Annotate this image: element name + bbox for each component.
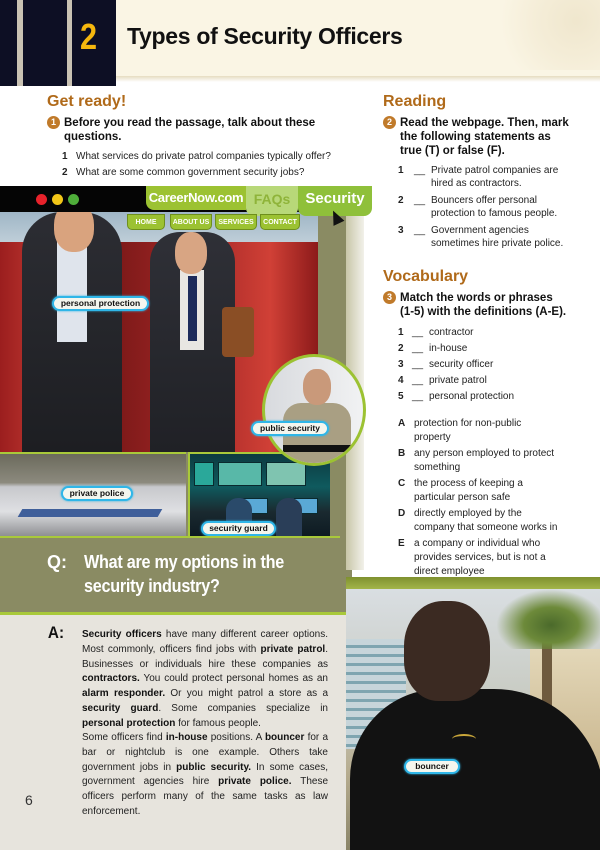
list-item: 3 __ security officer xyxy=(398,357,514,373)
nav-services[interactable]: SERVICES xyxy=(215,214,257,230)
list-item: 2 What are some common government security jobs? xyxy=(62,167,305,178)
key-term: in-house xyxy=(165,732,208,743)
definition-item: E a company or individual who provides services, but is not a direct employee xyxy=(398,538,546,577)
answer-blank[interactable]: __ xyxy=(412,359,424,370)
statement-item: 1 __ Private patrol companies are hired as contractors. xyxy=(398,165,559,189)
nav-contact[interactable]: CONTACT xyxy=(260,214,300,230)
heading-get-ready: Get ready! xyxy=(47,93,127,110)
key-term: public security. xyxy=(176,761,252,773)
key-term: bouncer xyxy=(264,732,305,743)
key-term: personal protection xyxy=(82,717,176,729)
definition-item: A protection for non-public property xyxy=(398,418,522,443)
list-item: 1 __ contractor xyxy=(398,325,514,341)
exercise-1-instruction xyxy=(47,116,337,144)
exercise-number-badge: 2 xyxy=(383,116,396,129)
label-bouncer: bouncer xyxy=(404,759,460,774)
definition-item: C the process of keeping a particular person safe xyxy=(398,478,523,503)
window-close-dot[interactable] xyxy=(36,194,47,205)
definition-item: B any person employed to protect something xyxy=(398,448,555,473)
faq-question: What are my options in the security industry? xyxy=(84,552,285,596)
label-security-guard: security guard xyxy=(201,521,276,536)
answer-blank[interactable]: __ xyxy=(412,327,424,338)
answer-blank[interactable]: __ xyxy=(412,391,424,402)
answer-blank[interactable]: __ xyxy=(412,375,424,386)
exercise-3-instruction: 3 Match the words or phrases (1-5) with the definitions (A-E). xyxy=(383,291,598,319)
key-term: security guard xyxy=(82,702,159,714)
list-item: 4 __ private patrol xyxy=(398,373,514,389)
true-false-statements xyxy=(398,164,598,254)
key-term: private police. xyxy=(218,776,292,788)
heading-reading: Reading xyxy=(383,93,447,110)
label-private-police: private police xyxy=(61,486,133,501)
header-stripe xyxy=(0,0,17,86)
photo-public-security xyxy=(262,354,366,466)
heading-vocabulary: Vocabulary xyxy=(383,268,469,285)
tab-faqs[interactable]: FAQs xyxy=(246,186,298,216)
answer-blank[interactable]: __ xyxy=(412,343,424,354)
list-item: 1 What services do private patrol companies typically offer? xyxy=(62,151,331,162)
window-minimize-dot[interactable] xyxy=(52,194,63,205)
list-item: 2 __ in-house xyxy=(398,341,514,357)
label-personal-protection: personal protection xyxy=(52,296,149,311)
bodyguard xyxy=(22,212,122,452)
answer-blank[interactable]: __ xyxy=(414,195,426,206)
photo-bouncer xyxy=(346,589,600,850)
photo-top-bar xyxy=(346,577,600,589)
nav-about-us[interactable]: ABOUT US xyxy=(170,214,212,230)
exercise-2-instruction: 2 Read the webpage. Then, mark the following statements as true (T) or false (F). xyxy=(383,116,593,158)
exercise-number-badge: 3 xyxy=(383,291,396,304)
instruction-text: questions. xyxy=(64,131,122,143)
decorative-swirl xyxy=(480,0,600,70)
page-number: 6 xyxy=(25,792,33,808)
unit-number: 2 xyxy=(80,16,98,57)
key-term: private patrol xyxy=(260,643,326,655)
vocabulary-definitions xyxy=(398,417,598,581)
statement-item: 2 __ Bouncers offer personal protection to famous people. xyxy=(398,195,558,219)
key-term: contractors. xyxy=(82,673,140,685)
site-logo[interactable]: CareerNow.com xyxy=(146,186,246,210)
window-maximize-dot[interactable] xyxy=(68,194,79,205)
label-public-security: public security xyxy=(251,421,329,436)
header-stripe xyxy=(23,0,67,86)
instruction-text: Before you read the passage, talk about these xyxy=(64,117,316,129)
answer-paragraph-2: Some officers find in-house positions. A bouncer for a bar or nightclub is one example. Others take government jobs in public security. In some cases, government agencies hire private police. These officers perform many of the same tasks as law enforcement. xyxy=(82,732,329,817)
discussion-questions xyxy=(62,149,331,181)
answer-mark-label: A: xyxy=(47,623,65,642)
key-term: Security officers xyxy=(82,629,162,640)
answer-blank[interactable]: __ xyxy=(414,165,426,176)
list-item: 5 __ personal protection xyxy=(398,389,514,405)
tab-security[interactable]: Security xyxy=(298,186,372,216)
key-term: alarm responder. xyxy=(82,688,166,700)
briefcase xyxy=(222,307,254,357)
statement-item: 3 __ Government agencies sometimes hire private police. xyxy=(398,225,564,249)
page-title: Types of Security Officers xyxy=(127,23,403,49)
exercise-number-badge: 1 xyxy=(47,116,60,129)
answer-blank[interactable]: __ xyxy=(414,225,426,236)
nav-home[interactable]: HOME xyxy=(127,214,165,230)
vocabulary-words xyxy=(398,325,514,405)
definition-item: D directly employed by the company that someone works in xyxy=(398,508,558,533)
answer-paragraph-1: Security officers have many different career options. Most commonly, officers find jobs with private patrol. Businesses or individuals hire these companies as contractors. You could protect personal homes as an alarm responder. Or you might patrol a store as a security guard. Some companies specialize in personal protection for famous people. xyxy=(82,629,329,729)
header-shadow xyxy=(100,76,600,82)
question-mark-label: Q: xyxy=(47,552,67,572)
